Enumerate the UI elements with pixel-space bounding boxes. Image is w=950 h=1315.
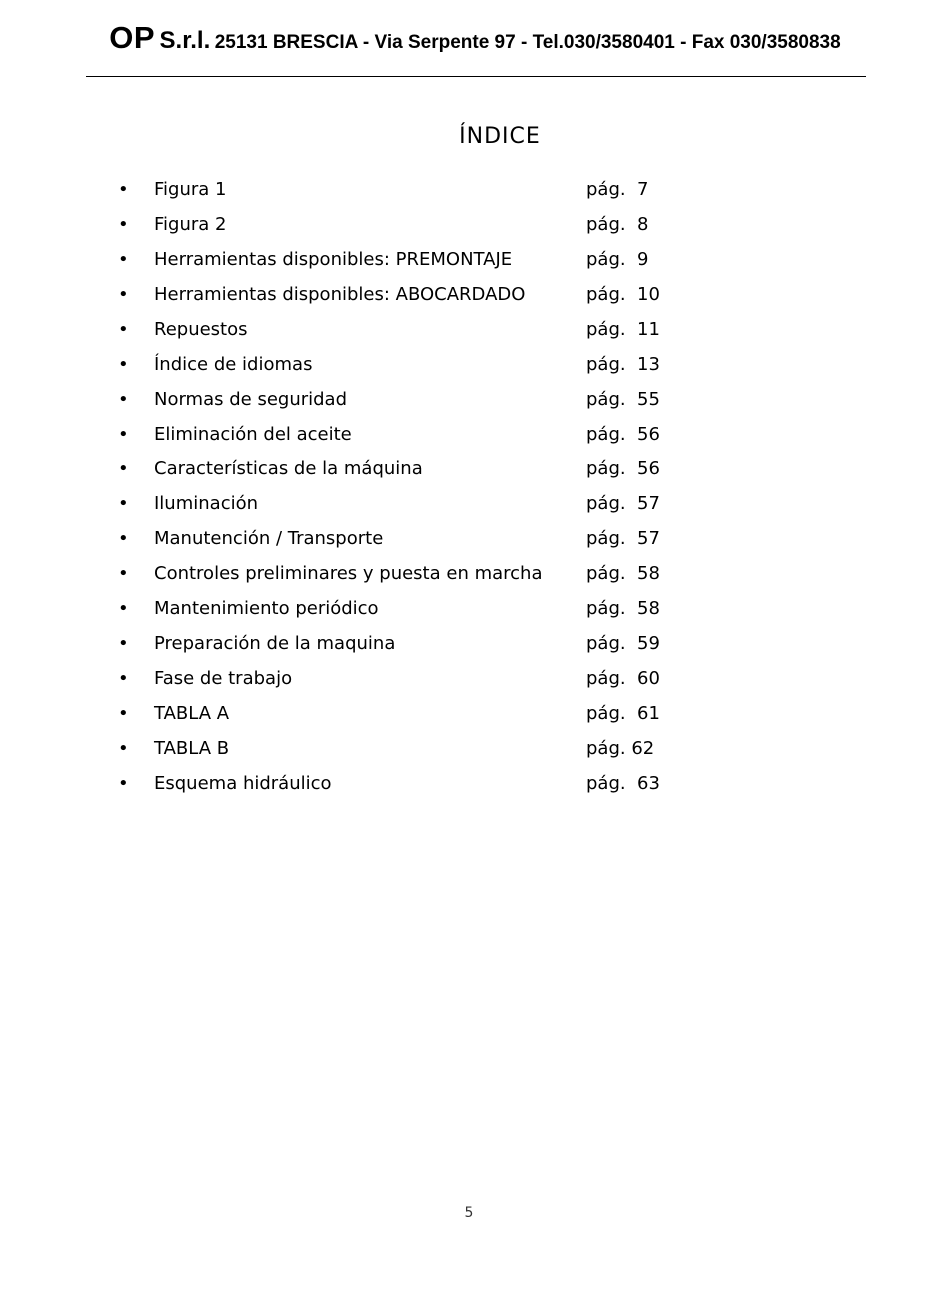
toc-entry-page: pág. 57 bbox=[586, 493, 660, 515]
toc-entry-page: pág. 56 bbox=[586, 423, 660, 445]
page-title: ÍNDICE bbox=[459, 124, 541, 149]
bullet-icon: • bbox=[118, 598, 129, 620]
toc-entry-label: TABLA B bbox=[154, 737, 230, 759]
toc-entry-page: pág. 7 bbox=[586, 178, 649, 200]
toc-entry bbox=[118, 452, 738, 487]
toc-entry-page: pág. 60 bbox=[586, 668, 660, 690]
bullet-icon: • bbox=[118, 772, 129, 794]
toc-entry-page: pág. 8 bbox=[586, 213, 649, 235]
toc-entry-label: Figura 2 bbox=[154, 213, 227, 235]
bullet-icon: • bbox=[118, 493, 129, 515]
bullet-icon: • bbox=[118, 213, 129, 235]
toc-entry-page: pág. 58 bbox=[586, 563, 660, 585]
toc-entry-label: Mantenimiento periódico bbox=[154, 598, 379, 620]
toc-entry-label: Índice de idiomas bbox=[154, 353, 313, 375]
letterhead bbox=[0, 20, 950, 56]
toc-entry-label: Repuestos bbox=[154, 318, 248, 340]
toc-entry bbox=[118, 696, 738, 731]
company-name: OP bbox=[109, 20, 156, 55]
toc-entry-label: Características de la máquina bbox=[154, 458, 423, 480]
bullet-icon: • bbox=[118, 283, 129, 305]
bullet-icon: • bbox=[118, 737, 129, 759]
toc-entry-label: Figura 1 bbox=[154, 178, 227, 200]
company-suffix: S.r.l. bbox=[159, 27, 211, 54]
bullet-icon: • bbox=[118, 423, 129, 445]
toc-entry bbox=[118, 207, 738, 242]
toc-entry-page: pág. 63 bbox=[586, 772, 660, 794]
toc-entry bbox=[118, 521, 738, 556]
header-divider bbox=[86, 76, 866, 77]
toc-entry bbox=[118, 417, 738, 452]
toc-entry bbox=[118, 661, 738, 696]
toc-entry-page: pág. 61 bbox=[586, 703, 660, 725]
bullet-icon: • bbox=[118, 178, 129, 200]
page-number: 5 bbox=[464, 1205, 474, 1221]
toc-entry-label: Fase de trabajo bbox=[154, 668, 293, 690]
toc-entry-label: Preparación de la maquina bbox=[154, 633, 396, 655]
toc-entry-label: Normas de seguridad bbox=[154, 388, 348, 410]
toc-entry bbox=[118, 242, 738, 277]
toc-entry bbox=[118, 556, 738, 591]
bullet-icon: • bbox=[118, 248, 129, 270]
toc-entry-label: Iluminación bbox=[154, 493, 259, 515]
toc-entry-label: TABLA A bbox=[154, 703, 230, 725]
toc-entry-label: Herramientas disponibles: PREMONTAJE bbox=[154, 248, 513, 270]
toc-entry-page: pág. 13 bbox=[586, 353, 660, 375]
toc-entry-label: Controles preliminares y puesta en marcha bbox=[154, 563, 543, 585]
bullet-icon: • bbox=[118, 528, 129, 550]
toc-entry bbox=[118, 312, 738, 347]
toc-entry-label: Esquema hidráulico bbox=[154, 772, 332, 794]
bullet-icon: • bbox=[118, 563, 129, 585]
toc-entry-page: pág. 10 bbox=[586, 283, 660, 305]
toc-entry-page: pág. 11 bbox=[586, 318, 660, 340]
toc-entry-page: pág. 58 bbox=[586, 598, 660, 620]
toc-entry bbox=[118, 591, 738, 626]
toc-entry bbox=[118, 347, 738, 382]
toc-entry bbox=[118, 486, 738, 521]
bullet-icon: • bbox=[118, 703, 129, 725]
toc-entry bbox=[118, 382, 738, 417]
toc-entry-page: pág. 59 bbox=[586, 633, 660, 655]
bullet-icon: • bbox=[118, 668, 129, 690]
toc-entry-page: pág. 55 bbox=[586, 388, 660, 410]
toc-entry bbox=[118, 172, 738, 207]
company-address: 25131 BRESCIA - Via Serpente 97 - Tel.030/3580401 - Fax 030/3580838 bbox=[214, 32, 841, 53]
bullet-icon: • bbox=[118, 388, 129, 410]
toc-entry bbox=[118, 766, 738, 801]
toc-entry-page: pág. 56 bbox=[586, 458, 660, 480]
toc-entry-page: pág. 62 bbox=[586, 737, 655, 759]
bullet-icon: • bbox=[118, 353, 129, 375]
toc-entry-page: pág. 57 bbox=[586, 528, 660, 550]
bullet-icon: • bbox=[118, 318, 129, 340]
toc-entry bbox=[118, 626, 738, 661]
bullet-icon: • bbox=[118, 633, 129, 655]
toc-entry bbox=[118, 731, 738, 766]
toc-entry-label: Herramientas disponibles: ABOCARDADO bbox=[154, 283, 526, 305]
toc-entry-label: Eliminación del aceite bbox=[154, 423, 352, 445]
toc-entry-label: Manutención / Transporte bbox=[154, 528, 384, 550]
bullet-icon: • bbox=[118, 458, 129, 480]
toc-entry-page: pág. 9 bbox=[586, 248, 649, 270]
toc-entry bbox=[118, 277, 738, 312]
table-of-contents bbox=[118, 172, 738, 801]
